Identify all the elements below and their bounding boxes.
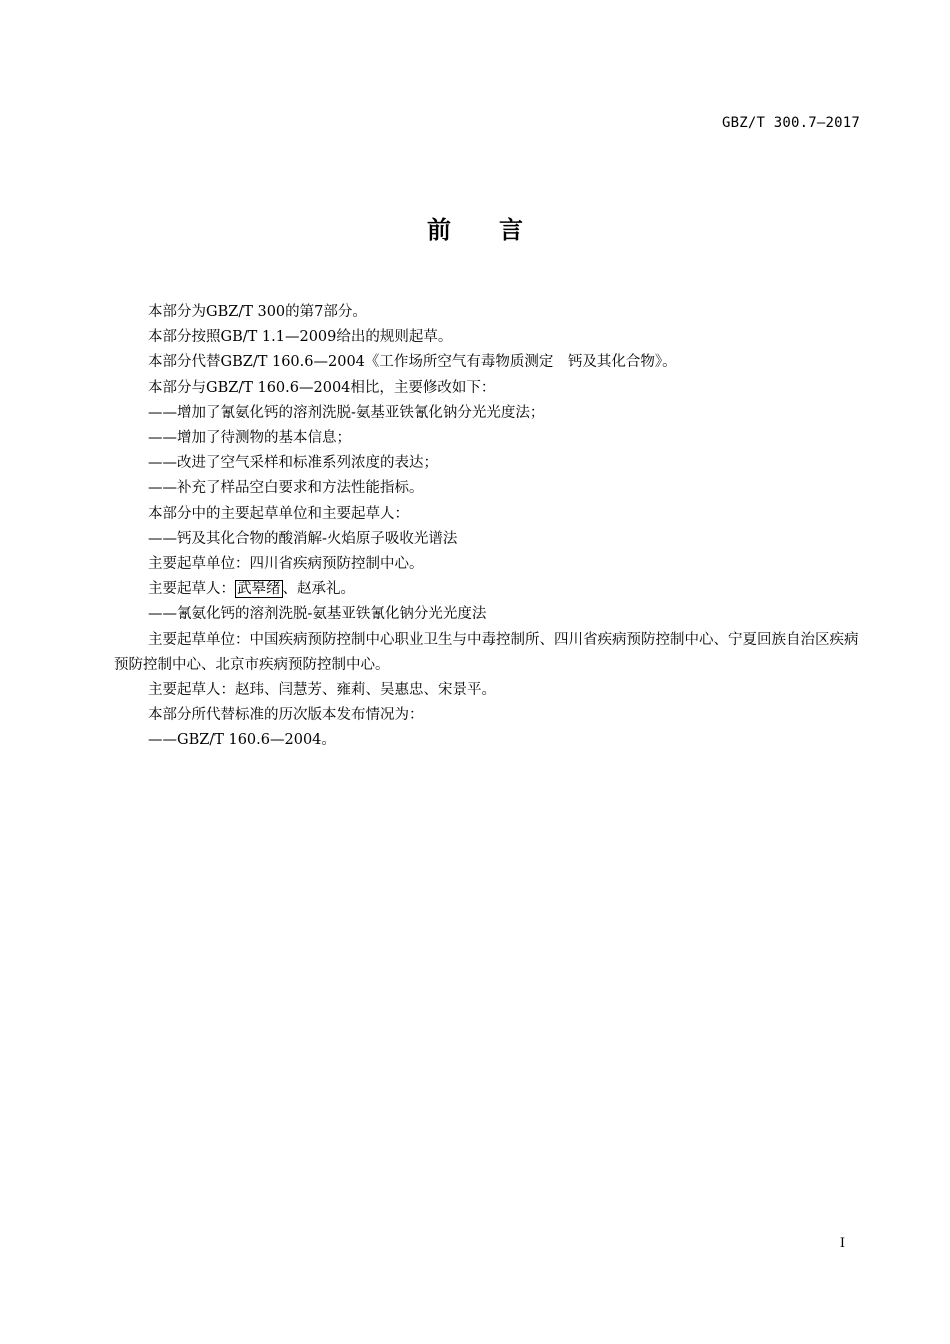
page-title: 前言 <box>427 216 571 244</box>
drafters-line <box>114 577 860 602</box>
paragraph: 本部分按照GB/T 1.1—2009给出的规则起草。 <box>148 329 453 346</box>
paragraph: 本部分中的主要起草单位和主要起草人： <box>148 505 409 522</box>
list-item: ——增加了待测物的基本信息； <box>148 430 351 447</box>
paragraph: 本部分所代替标准的历次版本发布情况为： <box>148 707 424 724</box>
drafters-suffix: 、赵承礼。 <box>282 581 355 598</box>
list-item: ——补充了样品空白要求和方法性能指标。 <box>148 480 424 497</box>
list-item: ——增加了氰氨化钙的溶剂洗脱-氨基亚铁氰化钠分光光度法； <box>148 404 545 421</box>
paragraph: 主要起草单位：中国疾病预防控制中心职业卫生与中毒控制所、四川省疾病预防控制中心、宁夏回族自治区疾病预防控制中心、北京市疾病预防控制中心。 <box>114 631 859 673</box>
document-code: GBZ/T 300.7—2017 <box>721 115 860 131</box>
drafters-prefix: 主要起草人： <box>148 581 235 598</box>
paragraph: 主要起草单位：四川省疾病预防控制中心。 <box>148 556 424 573</box>
foreword-body <box>114 300 860 754</box>
paragraph: 主要起草人：赵玮、闫慧芳、雍莉、吴惠忠、宋景平。 <box>148 682 496 699</box>
paragraph: 本部分代替GBZ/T 160.6—2004《工作场所空气有毒物质测定 钙及其化合物》。 <box>148 354 677 371</box>
paragraph: 本部分为GBZ/T 300的第7部分。 <box>148 304 367 320</box>
list-item: ——钙及其化合物的酸消解-火焰原子吸收光谱法 <box>148 530 458 547</box>
list-item: ——改进了空气采样和标准系列浓度的表达； <box>148 455 438 472</box>
page-number: I <box>839 1236 845 1251</box>
paragraph: 本部分与GBZ/T 160.6—2004相比，主要修改如下： <box>148 379 496 396</box>
list-item: ——氰氨化钙的溶剂洗脱-氨基亚铁氰化钠分光光度法 <box>148 606 487 623</box>
boxed-name: 武皋绪 <box>237 581 281 598</box>
list-item: ——GBZ/T 160.6—2004。 <box>148 732 336 749</box>
